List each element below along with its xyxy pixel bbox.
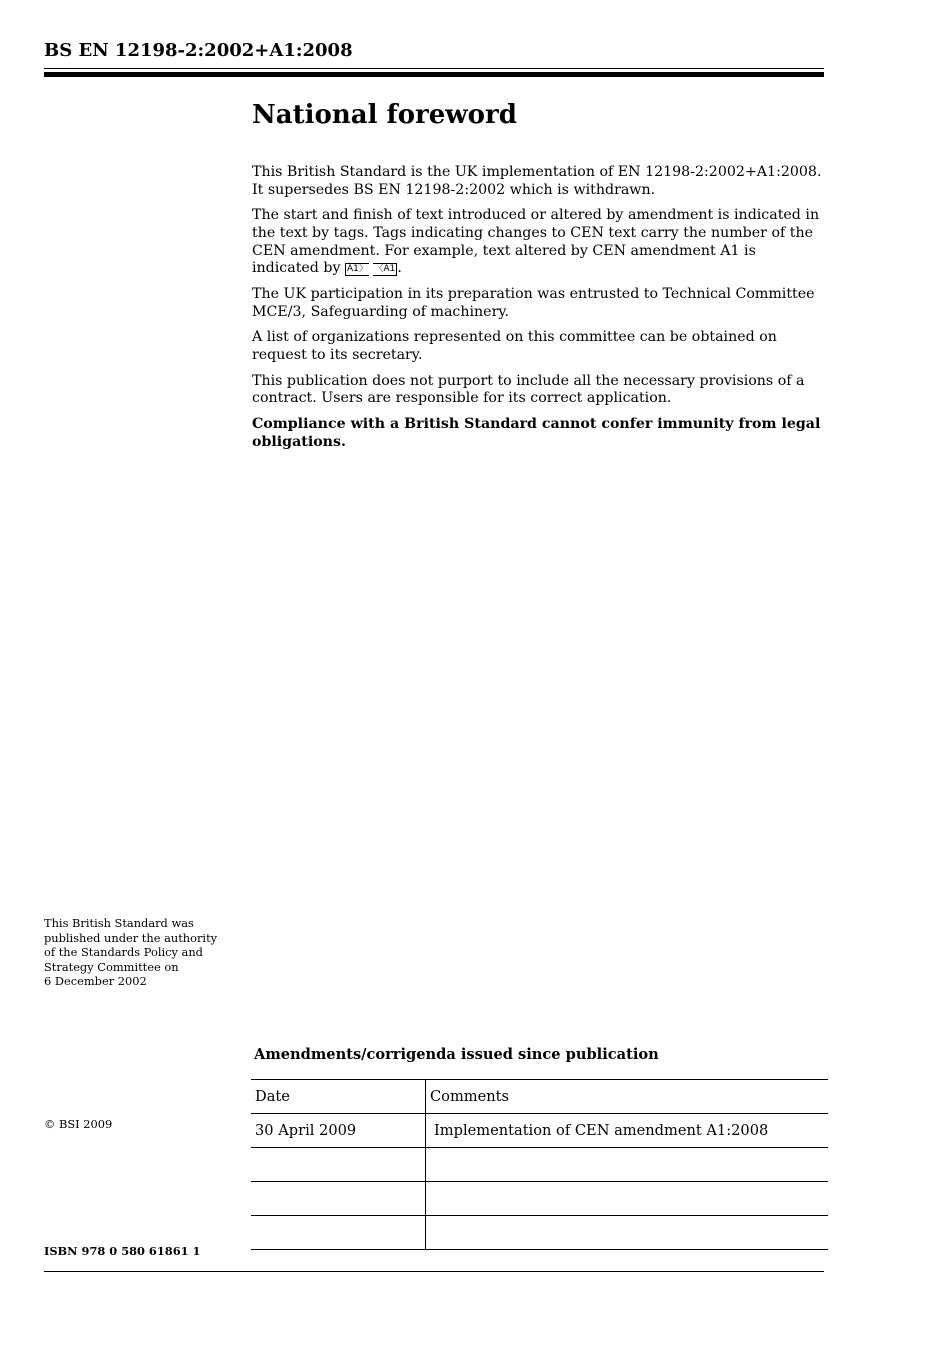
table-row — [251, 1182, 828, 1216]
amendments-table — [251, 1079, 828, 1250]
table-header-row — [251, 1080, 828, 1114]
cell-comments — [426, 1148, 829, 1182]
paragraph-amendment-text: The start and finish of text introduced or altered by amendment is indicated in the text by tags. Tags indicating changes to CEN text carry the number of the CEN amendment. For example, text altered by CEN amendment A1 is indicated by — [252, 207, 820, 277]
copyright: © BSI 2009 — [44, 1117, 113, 1131]
amendment-start-tag-icon: A1 〉 — [345, 263, 369, 276]
footer-rule — [44, 1271, 824, 1272]
document-id: BS EN 12198-2:2002+A1:2008 — [44, 40, 353, 61]
foreword-body — [252, 164, 827, 459]
paragraph-compliance: Compliance with a British Standard cannot confer immunity from legal obligations. — [252, 416, 821, 450]
table-row — [251, 1216, 828, 1250]
publication-note-line: of the Standards Policy and — [44, 945, 203, 960]
publication-note-line: 6 December 2002 — [44, 974, 147, 989]
cell-date — [251, 1148, 426, 1182]
cell-date — [251, 1216, 426, 1250]
paragraph-amendment-tags: The start and finish of text introduced or altered by amendment is indicated in the text by tags. Tags indicating changes to CEN text carry the number of the CEN amendment. For example, text altered by CEN amendment A1 is indicated by A1 〉 〈 A1 . — [252, 207, 827, 277]
table-row — [251, 1148, 828, 1182]
header-rule-thick — [44, 72, 824, 77]
paragraph-organizations: A list of organizations represented on this committee can be obtained on request to its secretary. — [252, 329, 777, 363]
publication-note — [44, 916, 234, 989]
paragraph-committee: The UK participation in its preparation was entrusted to Technical Committee MCE/3, Safeguarding of machinery. — [252, 285, 815, 320]
amendment-end-tag-icon: 〈 A1 — [373, 263, 397, 276]
cell-date: 30 April 2009 — [251, 1114, 426, 1148]
publication-note-line: published under the authority — [44, 930, 218, 945]
column-header-date: Date — [251, 1080, 426, 1114]
cell-date — [251, 1182, 426, 1216]
table-row — [251, 1114, 828, 1148]
publication-note-line: Strategy Committee on — [44, 959, 179, 974]
cell-comments: Implementation of CEN amendment A1:2008 — [426, 1114, 829, 1148]
paragraph-implementation: This British Standard is the UK implementation of EN 12198-2:2002+A1:2008. It supersedes BS EN 12198-2:2002 which is withdrawn. — [252, 164, 822, 198]
cell-comments — [426, 1216, 829, 1250]
column-header-comments: Comments — [426, 1080, 829, 1114]
cell-comments — [426, 1182, 829, 1216]
header-rule-thin — [44, 68, 824, 69]
page-title: National foreword — [252, 100, 517, 130]
publication-note-line: This British Standard was — [44, 916, 194, 930]
amendments-title: Amendments/corrigenda issued since publication — [254, 1046, 659, 1063]
paragraph-provisions: This publication does not purport to include all the necessary provisions of a contract. Users are responsible for its correct application. — [252, 372, 805, 407]
isbn: ISBN 978 0 580 61861 1 — [44, 1244, 201, 1258]
